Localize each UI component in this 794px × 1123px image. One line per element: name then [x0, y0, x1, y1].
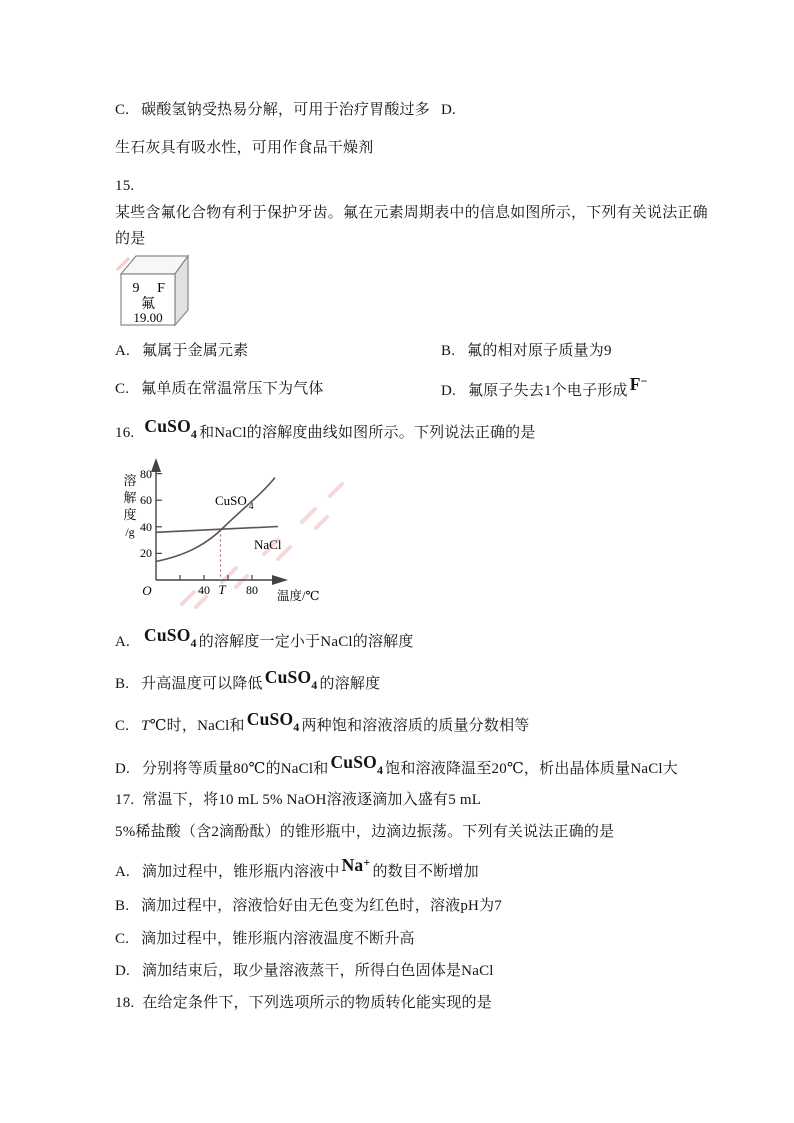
q15-option-b	[441, 341, 612, 362]
q18-stem	[115, 993, 492, 1014]
q17-stem-text1: 常温下，将10 mL 5% NaOH溶液逐滴加入盛有5 mL	[142, 792, 482, 808]
q15-option-c-label: C.	[115, 381, 130, 397]
q16-option-d	[115, 752, 679, 780]
element-name: 氟	[141, 297, 155, 312]
q16-stem	[115, 416, 536, 444]
q17-option-b	[115, 896, 502, 917]
q16-option-b	[115, 667, 381, 695]
q18-stem-text: 在给定条件下，下列选项所示的物质转化能实现的是	[142, 995, 492, 1011]
cuso4-formula: CuSO$_4$	[264, 667, 318, 692]
q16-option-c-temp-symbol: T	[141, 718, 150, 734]
nacl-curve-label: NaCl	[254, 537, 282, 552]
q15-option-a	[115, 341, 248, 362]
q16-option-c	[115, 709, 530, 737]
q14-option-c-label: C.	[115, 102, 130, 118]
q17-option-d	[115, 961, 494, 982]
y-tick-label-20: 20	[140, 546, 152, 560]
q17-option-d-text: 滴加结束后，取少量溶液蒸干，所得白色固体是NaCl	[141, 963, 494, 979]
q15-option-b-text: 氟的相对原子质量为9	[467, 343, 612, 359]
q14-option-c	[115, 100, 430, 121]
q16-option-c-text-after: 两种饱和溶液溶质的质量分数相等	[301, 718, 530, 734]
sodium-ion-formula: Na+	[341, 855, 371, 875]
q16-option-c-label: C.	[115, 718, 130, 734]
q17-stem-line2: 5%稀盐酸（含2滴酚酞）的锥形瓶中，边滴边振荡。下列有关说法正确的是	[115, 824, 615, 840]
q16-option-d-text-after: 饱和溶液降温至20℃，析出晶体质量NaCl大	[385, 761, 679, 777]
q16-option-b-text-before: 升高温度可以降低	[141, 676, 263, 692]
q15-option-d-text: 氟原子失去1个电子形成	[467, 383, 628, 399]
y-axis-label-char3: 度	[123, 507, 137, 522]
y-tick-label-80: 80	[140, 467, 152, 481]
q16-stem-text: 和NaCl的溶解度曲线如图所示。下列说法正确的是	[199, 425, 536, 441]
q14-option-d-text: 生石灰具有吸水性，可用作食品干燥剂	[115, 140, 374, 156]
fluorine-element-cell-figure	[111, 254, 199, 336]
q17-option-a-text-after: 的数目不断增加	[372, 864, 479, 880]
q15-option-c-text: 氟单质在常温常压下为气体	[141, 381, 324, 397]
cuso4-formula: CuSO$_4$	[143, 625, 197, 650]
q16-option-d-text-before: 分别将等质量80℃的NaCl和	[141, 761, 329, 777]
q17-option-a	[115, 855, 479, 883]
q15-option-b-label: B.	[441, 343, 456, 359]
cuso4-curve-label: CuSO	[215, 493, 247, 508]
element-symbol: F	[157, 281, 165, 296]
q16-option-b-text-after: 的溶解度	[319, 676, 381, 692]
q17-option-a-label: A.	[115, 864, 130, 880]
y-axis-label-char2: 解	[123, 490, 137, 505]
q17-option-d-label: D.	[115, 963, 130, 979]
q16-option-a-label: A.	[115, 634, 130, 650]
y-axis-label-char1: 溶	[123, 473, 137, 488]
cuso4-formula: CuSO$_4$	[144, 416, 198, 441]
cuso4-curve-label-sub: 4	[249, 501, 254, 511]
q15-option-a-label: A.	[115, 343, 130, 359]
q16-number: 16.	[115, 425, 135, 441]
q15-option-d-label: D.	[441, 383, 456, 399]
q16-option-b-label: B.	[115, 676, 130, 692]
x-axis-label: 温度/℃	[277, 589, 320, 603]
q15-option-a-text: 氟属于金属元素	[141, 343, 249, 359]
fluoride-ion-formula: F−	[629, 374, 648, 394]
q16-option-d-label: D.	[115, 761, 130, 777]
y-axis-label-unit: /g	[125, 525, 135, 539]
q15-number: 15.	[115, 178, 135, 194]
y-axis-arrow	[151, 458, 161, 472]
q15-option-c	[115, 379, 324, 400]
solubility-chart-figure	[112, 458, 362, 610]
q17-option-b-label: B.	[115, 898, 130, 914]
y-tick-label-40: 40	[140, 520, 152, 534]
q17-stem-line1	[115, 790, 481, 811]
x-tick-label-40: 40	[198, 583, 210, 597]
x-axis-arrow	[272, 575, 288, 585]
q17-option-c-text: 滴加过程中，锥形瓶内溶液温度不断升高	[141, 931, 415, 947]
nacl-curve	[156, 527, 278, 533]
q14-option-d-label: D.	[441, 102, 456, 118]
q15-option-d	[441, 374, 650, 402]
q17-option-a-text-before: 滴加过程中，锥形瓶内溶液中	[141, 864, 340, 880]
origin-label: O	[142, 583, 152, 598]
q16-option-a	[115, 625, 414, 653]
cuso4-formula: CuSO$_4$	[246, 709, 300, 734]
t-label: T	[218, 582, 226, 597]
q16-option-a-text: 的溶解度一定小于NaCl的溶解度	[198, 634, 414, 650]
q16-option-c-text-mid: ℃时，NaCl和	[149, 718, 245, 734]
q17-option-c	[115, 929, 415, 950]
q15-stem-line1: 某些含氟化合物有利于保护牙齿。氟在元素周期表中的信息如图所示，下列有关说法正确	[115, 205, 708, 221]
x-tick-label-80: 80	[246, 583, 258, 597]
q17-number: 17.	[115, 792, 135, 808]
q15-stem-line2: 的是	[115, 231, 146, 247]
element-relative-mass: 19.00	[133, 310, 163, 325]
q18-number: 18.	[115, 995, 135, 1011]
element-atomic-number: 9	[132, 281, 140, 296]
y-tick-label-60: 60	[140, 493, 152, 507]
q17-option-b-text: 滴加过程中，溶液恰好由无色变为红色时，溶液pH为7	[141, 898, 502, 914]
q17-option-c-label: C.	[115, 931, 130, 947]
q14-option-c-text: 碳酸氢钠受热易分解，可用于治疗胃酸过多	[141, 102, 430, 118]
cuso4-formula: CuSO$_4$	[330, 752, 384, 777]
